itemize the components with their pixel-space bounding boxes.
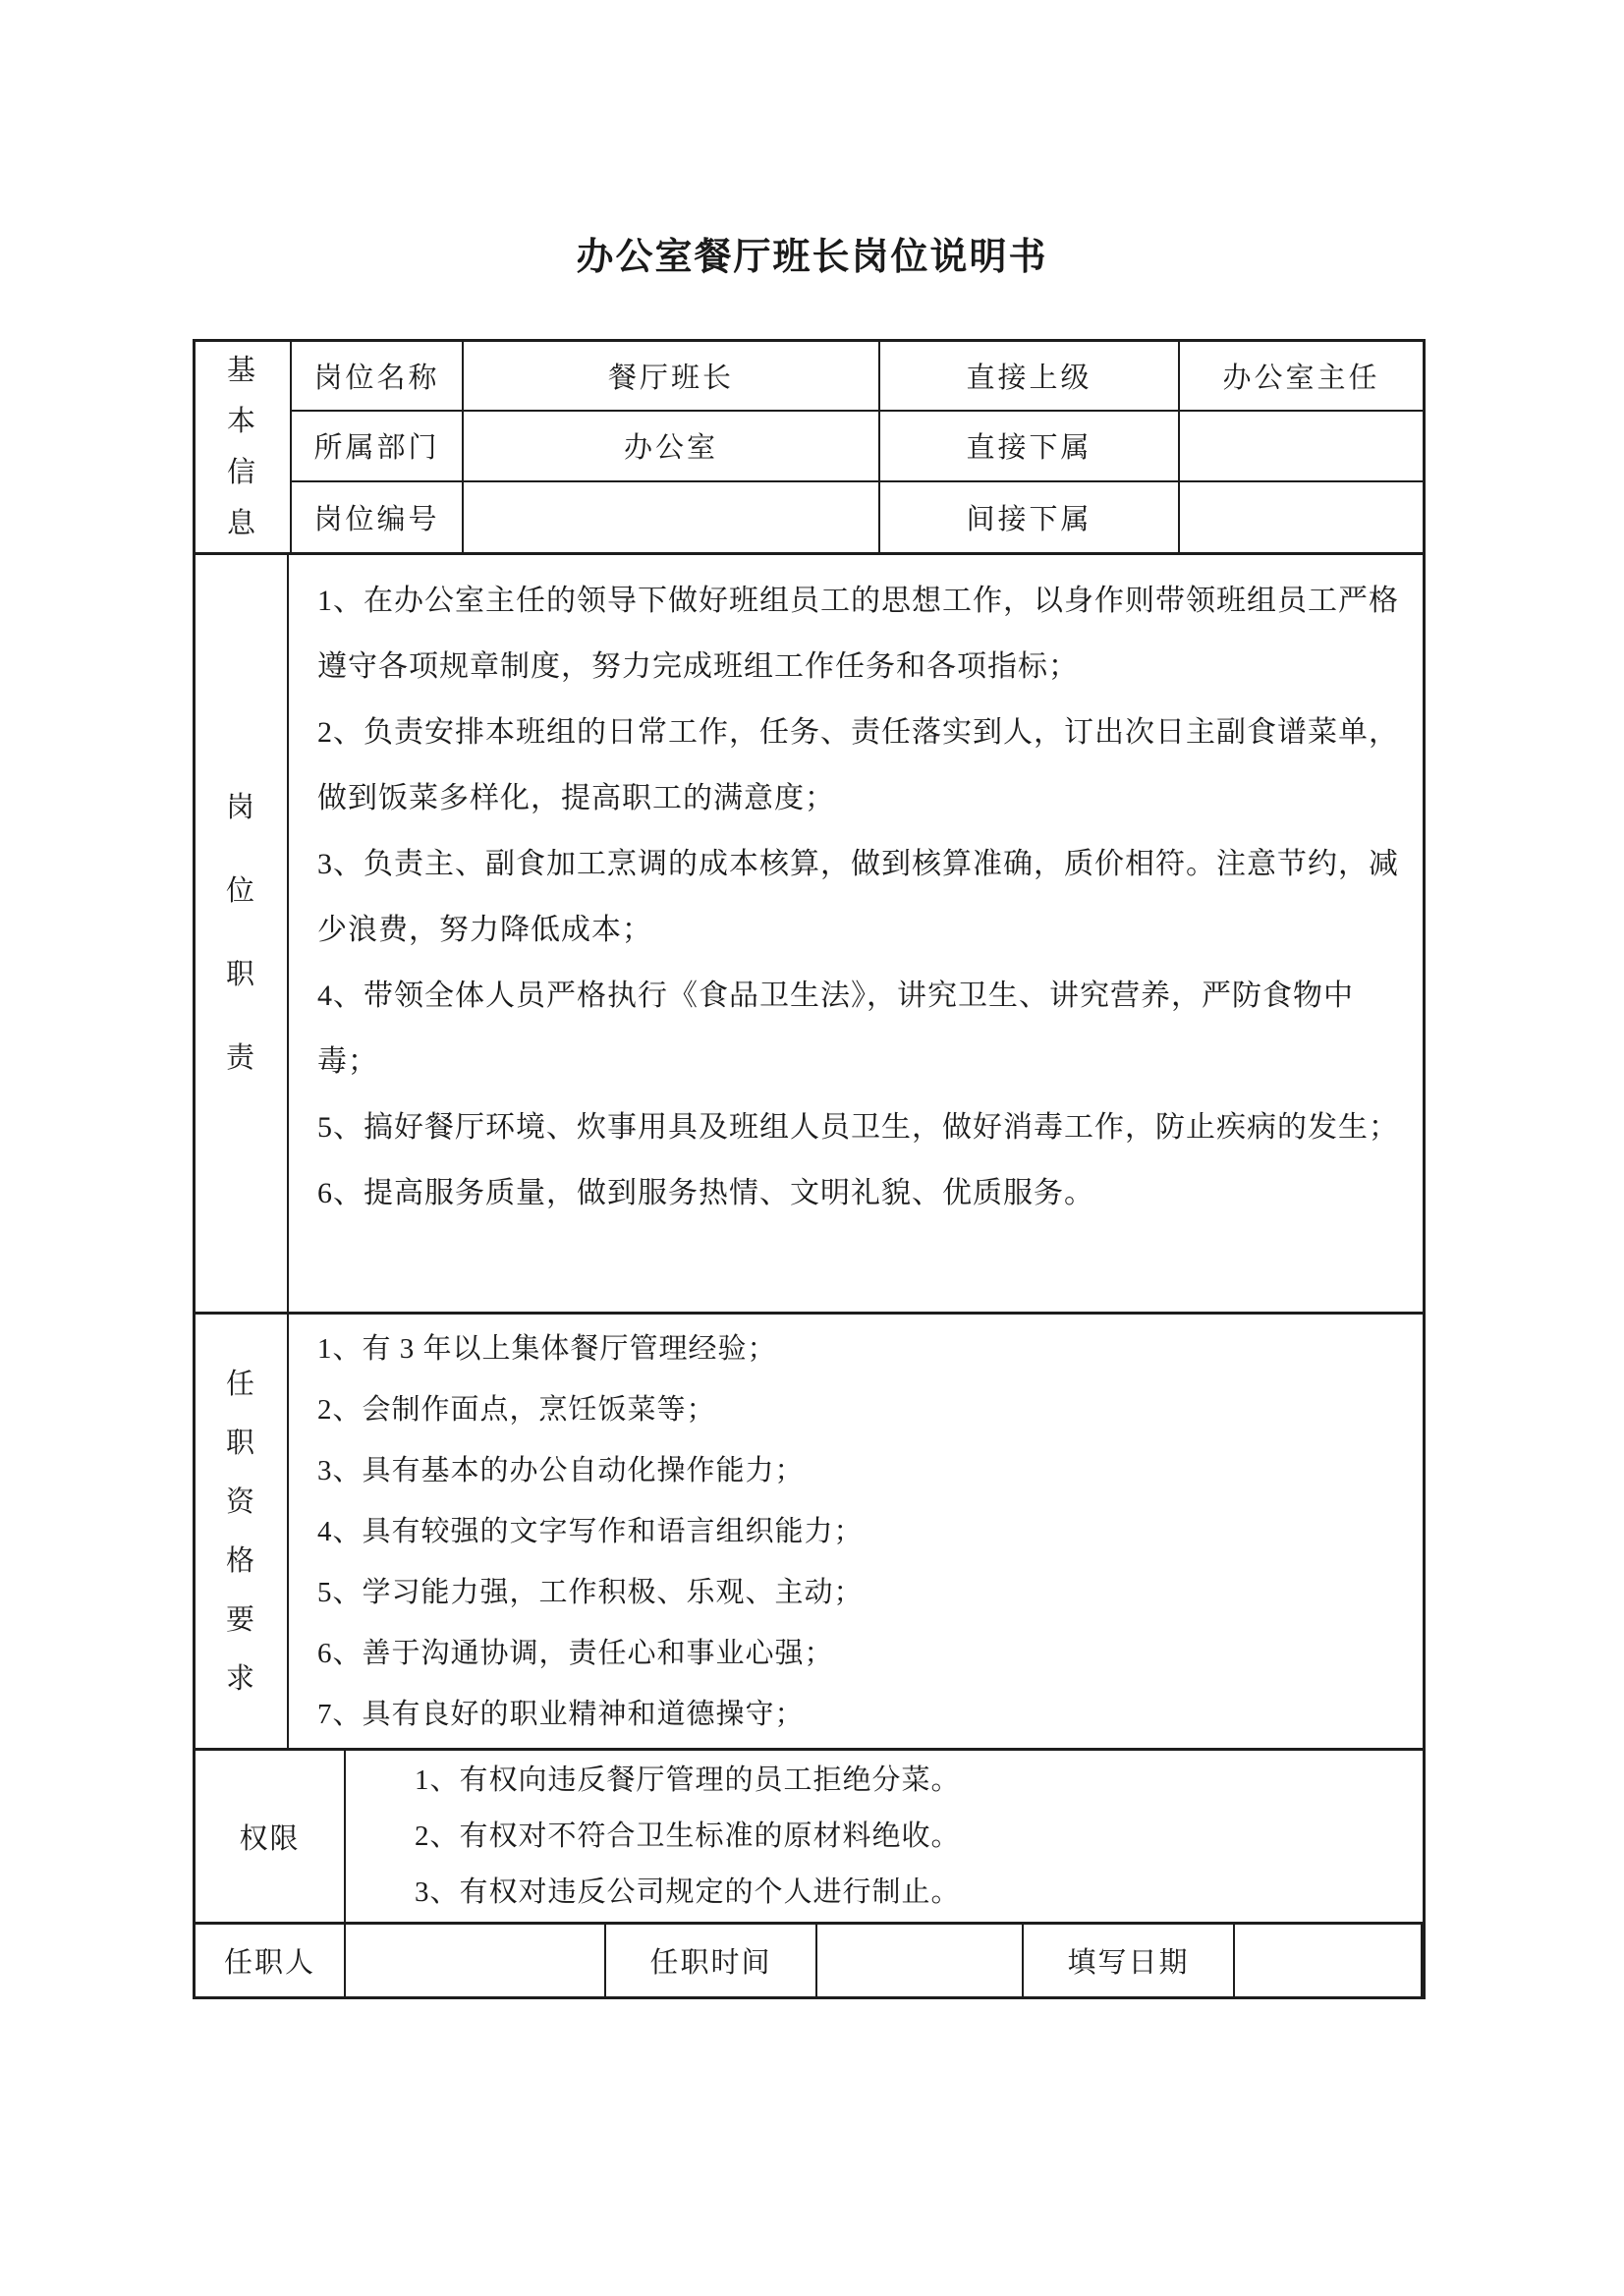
authority-item: 2、有权对不符合卫生标准的原材料绝收。 <box>415 1820 961 1852</box>
qualification-item: 7、具有良好的职业精神和道德操守； <box>317 1699 805 1730</box>
qualification-item: 4、具有较强的文字写作和语言组织能力； <box>317 1516 864 1547</box>
direct-subordinate-value <box>1180 412 1423 481</box>
position-code-label: 岗位编号 <box>292 482 464 552</box>
qualification-item: 6、善于沟通协调，责任心和事业心强； <box>317 1638 834 1669</box>
position-name-value: 餐厅班长 <box>464 342 880 412</box>
time-label: 任职时间 <box>606 1925 817 1996</box>
page-title: 办公室餐厅班长岗位说明书 <box>576 237 1048 278</box>
authority-section-label: 权限 <box>239 1822 301 1855</box>
qualifications-content <box>289 1315 1423 1748</box>
qualification-item: 5、学习能力强，工作积极、乐观、主动； <box>317 1577 864 1608</box>
direct-superior-value: 办公室主任 <box>1180 342 1423 412</box>
responsibilities-section-label-cell <box>196 555 289 1312</box>
qualification-item: 3、具有基本的办公自动化操作能力； <box>317 1455 805 1486</box>
authority-content <box>346 1751 1423 1922</box>
basic-info-section <box>196 342 1423 552</box>
responsibility-item: 1、在办公室主任的领导下做好班组员工的思想工作，以身作则带领班组员工严格遵守各项规章制度，努力完成班组工作任务和各项指标； <box>317 585 1399 683</box>
job-description-table <box>193 339 1426 1999</box>
responsibility-item: 4、带领全体人员严格执行《食品卫生法》，讲究卫生、讲究营养，严防食物中毒； <box>317 980 1354 1078</box>
indirect-subordinate-label: 间接下属 <box>880 482 1180 552</box>
responsibility-item: 6、提高服务质量，做到服务热情、文明礼貌、优质服务。 <box>317 1177 1094 1209</box>
qualification-item: 1、有 3 年以上集体餐厅管理经验； <box>317 1333 777 1365</box>
direct-superior-label: 直接上级 <box>880 342 1180 412</box>
department-label: 所属部门 <box>292 412 464 481</box>
responsibility-item: 3、负责主、副食加工烹调的成本核算，做到核算准确，质价相符。注意节约，减少浪费，努力降低成本； <box>317 848 1399 946</box>
department-value: 办公室 <box>464 412 880 481</box>
responsibilities-section <box>196 552 1423 1312</box>
holder-label: 任职人 <box>196 1925 346 1996</box>
responsibility-item: 2、负责安排本班组的日常工作，任务、责任落实到人，订出次日主副食谱菜单，做到饭菜多样化，提高职工的满意度； <box>317 716 1399 814</box>
responsibilities-section-label: 岗位职责 <box>225 792 256 1074</box>
time-value <box>817 1925 1024 1996</box>
indirect-subordinate-value <box>1180 482 1423 552</box>
holder-value <box>346 1925 606 1996</box>
date-label: 填写日期 <box>1024 1925 1235 1996</box>
position-name-label: 岗位名称 <box>292 342 464 412</box>
direct-subordinate-label: 直接下属 <box>880 412 1180 481</box>
position-code-value <box>464 482 880 552</box>
qualification-item: 2、会制作面点，烹饪饭菜等； <box>317 1394 716 1426</box>
authority-section <box>196 1748 1423 1922</box>
authority-section-label-cell <box>196 1751 346 1922</box>
footer-row <box>196 1922 1423 1996</box>
basic-info-section-label: 基本信息 <box>226 355 258 539</box>
authority-item: 1、有权向违反餐厅管理的员工拒绝分菜。 <box>415 1764 961 1796</box>
responsibilities-content <box>289 555 1423 1312</box>
qualifications-section-label-cell <box>196 1315 289 1748</box>
responsibility-item: 5、搞好餐厅环境、炊事用具及班组人员卫生，做好消毒工作，防止疾病的发生； <box>317 1111 1399 1144</box>
qualifications-section-label: 任职资格要求 <box>225 1368 256 1695</box>
date-value <box>1235 1925 1423 1996</box>
authority-item: 3、有权对违反公司规定的个人进行制止。 <box>415 1876 961 1908</box>
basic-info-section-label-cell <box>196 342 292 552</box>
qualifications-section <box>196 1312 1423 1748</box>
